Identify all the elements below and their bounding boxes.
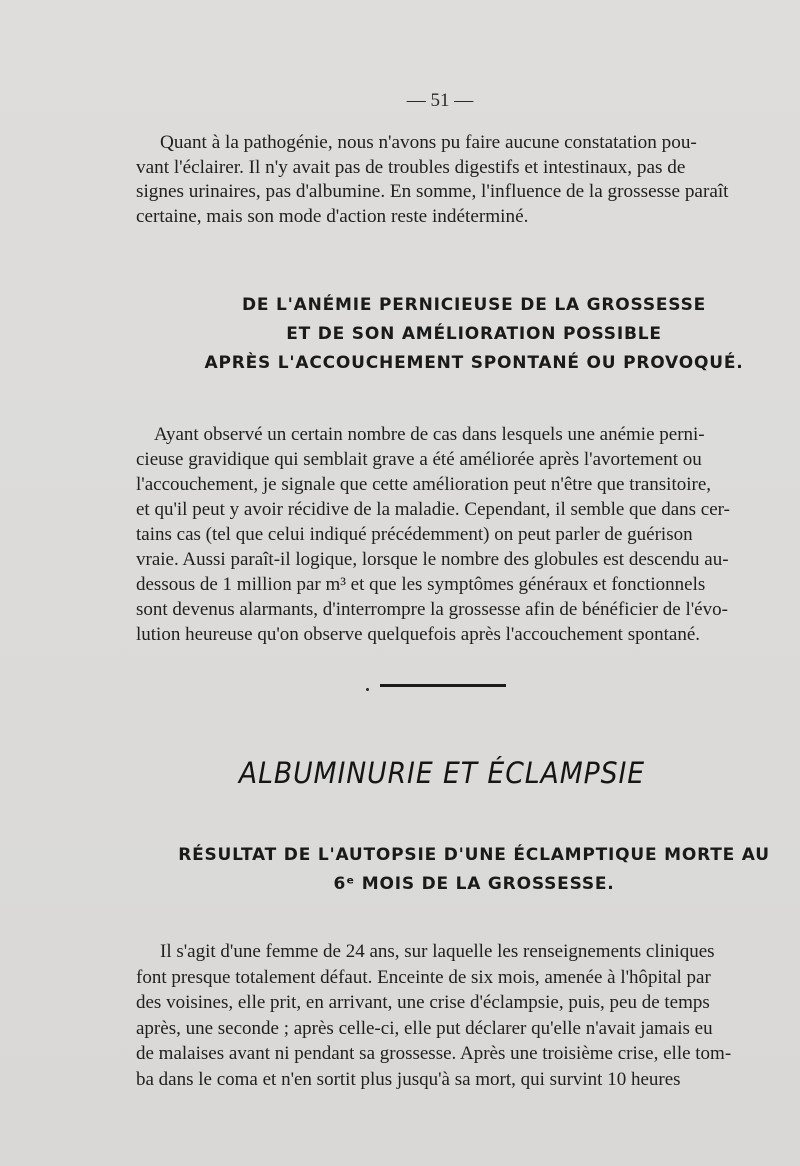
- paragraph-line: Quant à la pathogénie, nous n'avons pu faire aucune constatation pou-: [160, 132, 697, 153]
- section-heading-autopsie: [0, 841, 800, 899]
- paragraph-pathogenie: [136, 131, 766, 229]
- paragraph-line: signes urinaires, pas d'albumine. En somme, l'influence de la grossesse paraît: [136, 181, 729, 202]
- heading-line: DE L'ANÉMIE PERNICIEUSE DE LA GROSSESSE: [241, 295, 707, 315]
- paragraph-line: de malaises avant ni pendant sa grossesse. Après une troisième crise, elle tom-: [136, 1043, 732, 1064]
- paragraph-line: lution heureuse qu'on observe quelquefois après l'accouchement spontané.: [136, 624, 700, 645]
- section-divider: [380, 684, 506, 687]
- heading-line: ET DE SON AMÉLIORATION POSSIBLE: [286, 324, 662, 344]
- paragraph-line: vraie. Aussi paraît-il logique, lorsque le nombre des globules est descendu au-: [136, 549, 729, 570]
- paragraph-anemie: [136, 422, 766, 647]
- paragraph-line: des voisines, elle prit, en arrivant, une crise d'éclampsie, puis, peu de temps: [136, 992, 710, 1013]
- paragraph-line: cieuse gravidique qui semblait grave a été améliorée après l'avortement ou: [136, 449, 702, 470]
- paragraph-line: Il s'agit d'une femme de 24 ans, sur laquelle les renseignements cliniques: [160, 941, 715, 962]
- paragraph-line: après, une seconde ; après celle-ci, elle put déclarer qu'elle n'avait jamais eu: [136, 1017, 713, 1039]
- paragraph-autopsie: [136, 939, 766, 1092]
- paragraph-line: et qu'il peut y avoir récidive de la maladie. Cependant, il semble que dans cer-: [136, 499, 730, 520]
- rule-dot: [366, 688, 369, 691]
- section-heading-anemie: [0, 291, 800, 378]
- chapter-title: ALBUMINURIE ET ÉCLAMPSIE: [238, 756, 646, 790]
- paragraph-line: Ayant observé un certain nombre de cas dans lesquels une anémie perni-: [154, 424, 705, 445]
- heading-line: RÉSULTAT DE L'AUTOPSIE D'UNE ÉCLAMPTIQUE MORTE AU: [178, 845, 770, 865]
- paragraph-line: font presque totalement défaut. Enceinte de six mois, amenée à l'hôpital par: [136, 966, 711, 988]
- heading-line: APRÈS L'ACCOUCHEMENT SPONTANÉ OU PROVOQUÉ.: [204, 353, 744, 373]
- paragraph-line: dessous de 1 million par m³ et que les symptômes généraux et fonctionnels: [136, 574, 706, 595]
- heading-line: 6ᵉ MOIS DE LA GROSSESSE.: [333, 874, 615, 894]
- paragraph-line: tains cas (tel que celui indiqué précédemment) on peut parler de guérison: [136, 524, 693, 545]
- page-number: — 51 —: [406, 90, 474, 111]
- paragraph-line: vant l'éclairer. Il n'y avait pas de troubles digestifs et intestinaux, pas de: [136, 156, 686, 178]
- paragraph-line: certaine, mais son mode d'action reste indéterminé.: [136, 205, 529, 227]
- paragraph-line: sont devenus alarmants, d'interrompre la grossesse afin de bénéficier de l'évo-: [136, 599, 728, 620]
- paragraph-line: ba dans le coma et n'en sortit plus jusqu'à sa mort, qui survint 10 heures: [136, 1068, 681, 1090]
- paragraph-line: l'accouchement, je signale que cette amélioration peut n'être que transitoire,: [136, 474, 712, 495]
